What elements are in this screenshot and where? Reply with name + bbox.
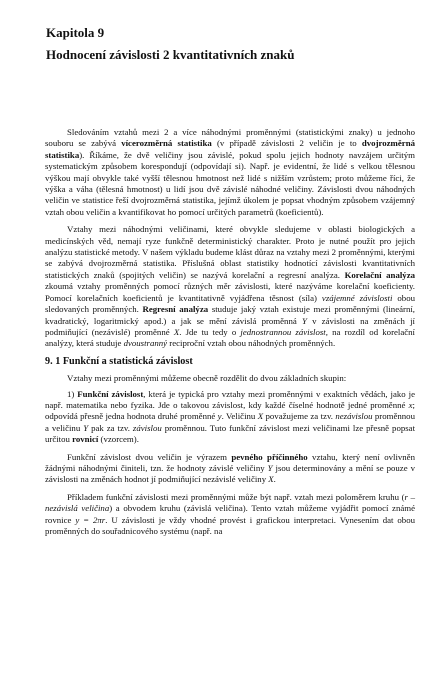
text-run: jsou determinovány a mění se pouze v závislosti na změnách hodnot jí podmiňující nezávislé veličiny (45, 462, 415, 485)
text-run: Sledováním vztahů mezi 2 a více náhodnými proměnnými (statistickými znaky) u jednoho souboru se zabývá (45, 127, 415, 149)
text-run: . Veličinu (221, 411, 258, 422)
text-run: (v případě závislosti 2 veličin je to (211, 138, 362, 149)
text-run: . (273, 474, 276, 485)
section-heading: 9. 1 Funkční a statistická závislost (45, 355, 193, 367)
text-run: , na rozdíl od korelační analýzy, která studuje (45, 326, 415, 349)
text-run: vztahu, který není ovlivněn žádnými náhodnými činiteli, tzn. že hodnoty závislé veličiny (45, 451, 415, 473)
paragraph-3 (45, 373, 415, 384)
bold-term: Regresní analýza (142, 304, 209, 315)
italic-term: Y (301, 315, 307, 326)
bold-term: rovnicí (72, 434, 99, 445)
document-body (45, 127, 415, 543)
text-run: ). Říkáme, že dvě veličiny jsou závislé, pokud spolu jejich hodnoty navzájem určitým systematickým způsobem korespondují (odpovídají si). Např. je evidentní, že lidé s velkou tělesnou výškou mají obvykle také vyšší tělesnou hmotnost než lidé s nižším vzrůstem; proto můžeme říci, že výška a váha (tělesná hmotnost) u lidí jsou dvě závislé náhodné veličiny. Závislosti dvou náhodných veličin ve statistice řeší dvojrozměrná statistika, jejímž úkolem je popsat vhodným způsobem vzájemný vztah obou veličin a kvantifikovat ho pomocí určitých parametrů (koeficientů). (45, 149, 415, 217)
paragraph-4 (45, 389, 415, 446)
italic-term: Y (83, 422, 89, 433)
text-run: (vzorcem). (98, 434, 139, 445)
italic-term: r – nezávislá veličina (45, 491, 415, 514)
text-run: reciproční vztah obou náhodných proměnných. (167, 338, 336, 349)
text-run: ) a obvodem kruhu (závislá veličina). Tento vztah můžeme vyjádřit pomocí známé rovnice (45, 503, 416, 525)
text-run: . Jde tu tedy o (179, 326, 241, 337)
text-run: proměnnou a veličinu (45, 411, 415, 433)
text-run: . U závislosti je vždy vhodné provést i grafickou interpretaci. Vynesením dat obou proměnných do souřadnicového systému (např. na (45, 514, 416, 536)
text-run: studuje jaký vztah existuje mezi proměnnými (lineární, kvadratický, logaritmický apod.) a jak se mění závislá proměnná (45, 304, 415, 326)
italic-term: X (173, 326, 180, 337)
bold-term: vícerozměrná statistika (121, 138, 212, 149)
italic-term: y (217, 411, 222, 422)
bold-term: pevného příčinného (231, 451, 308, 462)
italic-term: závislou (132, 422, 162, 433)
text-run: ; odpovídá přesně jedna hodnota druhé proměnné (45, 399, 415, 422)
text-run: zkoumá vztahy proměnných pomocí různých měr závislosti, které nazýváme korelační koeficienty. Pomocí korelačních koeficientů je kvantitativně vyjádřena těsnost (síla) (45, 281, 415, 303)
text-run: obou sledovaných proměnných. (45, 292, 415, 315)
paragraph-5 (45, 452, 415, 486)
paragraph-6 (45, 492, 415, 538)
italic-term: x (408, 399, 413, 410)
chapter-number: Kapitola 9 (46, 25, 105, 40)
text-run: 1) (67, 388, 78, 399)
italic-term: jednostrannou závislost (240, 326, 326, 337)
text-run: Funkční závislost dvou veličin je výrazem (67, 451, 232, 462)
bold-term: Korelační analýza (344, 269, 415, 280)
italic-term: Y (267, 462, 273, 473)
italic-term: X (268, 474, 274, 485)
paragraph-1 (45, 127, 415, 218)
bold-term: Funkční závislost (77, 388, 144, 399)
text-run: Příkladem funkční závislosti mezi proměnnými může být např. vztah mezi poloměrem kruhu ( (67, 491, 405, 502)
italic-term: y = 2πr (75, 514, 106, 525)
italic-term: dvoustranný (123, 338, 168, 349)
text-run: považujeme za tzv. (263, 411, 336, 422)
text-run: pak za tzv. (88, 422, 133, 433)
bold-term: dvojrozměrná statistika (45, 138, 415, 160)
text-run: Vztahy mezi náhodnými veličinami, které obvykle sledujeme v oblasti biologických a medicínských věd, nemají ryze funkčně deterministický charakter. Proto je nutné použít pro jejich analýzu statistické metody. V našem výkladu budeme klást důraz na vztahy mezi 2 proměnnými, kterými se zabývá dvojrozměrná statistika. Příslušná oblast statistiky hodnotící závislosti kvantitativních statistických znaků (spojitých veličin) se nazývá korelační a regresní analýza. (45, 224, 415, 280)
text-run: v závislosti na změnách jí podmiňující (nezávislé) proměnné (45, 315, 415, 337)
text-run: Vztahy mezi proměnnými můžeme obecně rozdělit do dvou základních skupin: (67, 373, 347, 384)
text-run: proměnnou. Tuto funkční závislost mezi veličinami lze přesně popsat určitou (45, 422, 416, 445)
italic-term: vzájemné závislosti (321, 292, 393, 303)
chapter-title: Hodnocení závislosti 2 kvantitativních znaků (46, 47, 295, 62)
italic-term: X (257, 411, 264, 422)
text-run: , která je typická pro vztahy mezi proměnnými v exaktních vědách, jako je např. matematika nebo fyzika. Jde o takovou závislost, kdy každé číselné hodnotě jedné proměnné (45, 388, 415, 410)
paragraph-2 (45, 224, 415, 349)
italic-term: nezávislou (335, 411, 373, 422)
